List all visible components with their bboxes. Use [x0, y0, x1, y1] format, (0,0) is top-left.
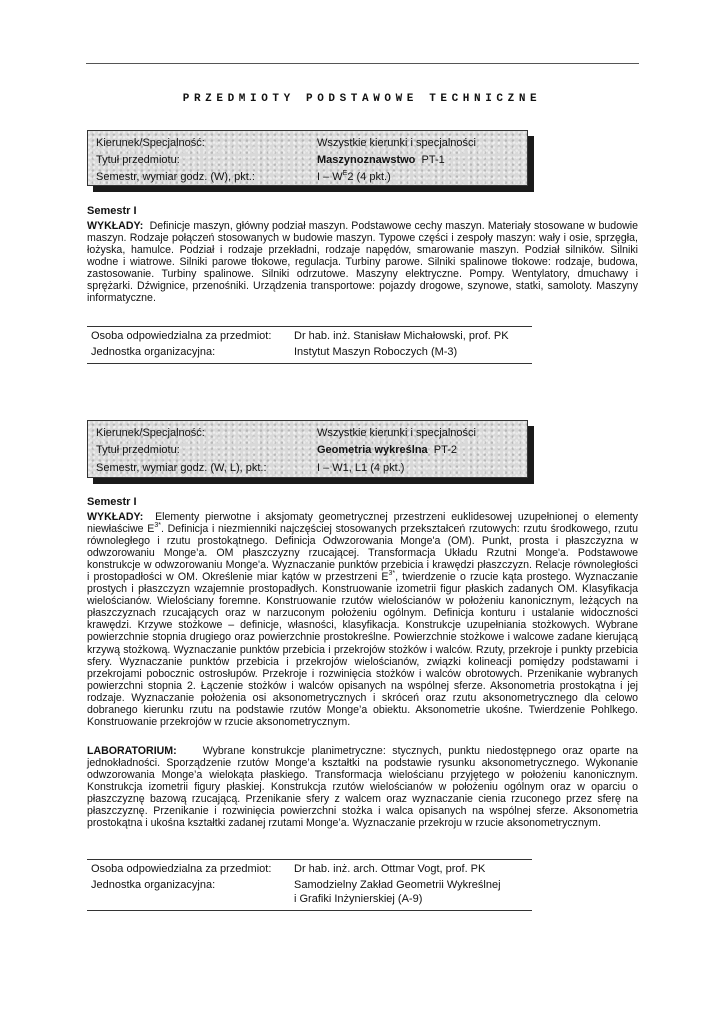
info-value-field: Wszystkie kierunki i specjalności [317, 137, 476, 149]
course-title: Maszynoznawstwo [317, 154, 416, 166]
semester-hours-pre: I – W [317, 171, 343, 183]
responsible-table-pt1 [87, 326, 532, 363]
superscript-3star: 3* [388, 570, 396, 578]
laboratory-paragraph-pt2 [87, 745, 638, 829]
org-unit-value: Instytut Maszyn Roboczych (M-3) [294, 346, 458, 358]
lectures-paragraph-pt2 [87, 511, 638, 728]
org-unit-value-line-1: Samodzielny Zakład Geometrii Wykreślnej [294, 879, 501, 891]
info-key-field: Kierunek/Specjalność: [96, 427, 205, 439]
lectures-paragraph-pt1 [87, 220, 638, 304]
info-value-semester [317, 170, 391, 185]
info-key-semester: Semestr, wymiar godz. (W, L), pkt.: [96, 462, 267, 474]
top-rule [86, 63, 639, 64]
semester-label-pt1: Semestr I [87, 205, 137, 217]
lectures-lead: WYKŁADY: [87, 511, 144, 523]
table-rule [87, 363, 532, 364]
responsible-person-key: Osoba odpowiedzialna za przedmiot: [91, 863, 272, 875]
laboratory-lead: LABORATORIUM: [87, 745, 177, 757]
table-rule [87, 326, 532, 327]
lectures-text-c: , twierdzenie o rzucie kąta prostego. Wyznaczanie prostych i płaszczyzn wzajemnie prostopadłych. Konstruowanie izometrii figur płaskich zadanych OM. Klasyfikacja wielościanów. Wielościany foremne. Konstruowanie rzutów wielościanów w położeniu kanonicznym, leżących na płaszczyznach rzucających oraz w narzuconym położeniu ogólnym. Definicja konturu i ustalanie widoczności krawędzi. Krzywe stożkowe – definicje, własności, klasyfikacja. Konstrukcje uzupełniania stożkowych. Wybrane powierzchnie stopnia drugiego oraz powierzchnie prostokreślne. Powierzchnie stożkowe i walcowe zadane kierującą krzywą stożkową. Wyznaczanie punktów przebicia i przekrojów stożków i walców. Rzuty, przekroje i punkty przebicia sfery. Wyznaczanie punktów przebicia i przekrojów wielościanów, związki kolineacji pomiędzy podstawami i przekrojami pobocznic ostrosłupów. Przekroje i rozwinięcia stożków i walców obrotowych. Przenikanie wybranych powierzchni stopnia 2. Łączenie stożków i walców opisanych na wspólnej sferze. Aksonometria prostokątna i jej rodzaje. Wyznaczanie położenia osi aksonometrycznych i skróceń oraz rzutu aksonometrycznego dla celowo dobranego kierunku rzutu na podstawie rzutów Monge’a obiektu. Aksonometrie ukośne. Twierdzenie Pohlkego. Konstruowanie przekrojów w rzucie aksonometrycznym. [87, 571, 639, 728]
course-info-box-pt2 [87, 420, 528, 478]
responsible-person-key: Osoba odpowiedzialna za przedmiot: [91, 330, 272, 342]
responsible-person-value: Dr hab. inż. Stanisław Michałowski, prof. PK [294, 330, 509, 342]
semester-label-pt2: Semestr I [87, 496, 137, 508]
info-row-title [96, 153, 519, 168]
org-unit-key: Jednostka organizacyjna: [91, 346, 216, 358]
info-row-semester [96, 461, 519, 476]
info-value-title [317, 153, 445, 168]
lectures-lead: WYKŁADY: [87, 220, 144, 232]
info-row-field [96, 136, 519, 151]
responsible-person-value: Dr hab. inż. arch. Ottmar Vogt, prof. PK [294, 863, 486, 875]
info-value-semester: I – W1, L1 (4 pkt.) [317, 462, 405, 474]
info-key-title: Tytuł przedmiotu: [96, 154, 180, 166]
info-row-title [96, 443, 519, 458]
page-heading: PRZEDMIOTY PODSTAWOWE TECHNICZNE [182, 93, 542, 105]
org-unit-key: Jednostka organizacyjna: [91, 879, 216, 891]
info-value-field: Wszystkie kierunki i specjalności [317, 427, 476, 439]
laboratory-text: Wybrane konstrukcje planimetryczne: stycznych, punktu niedostępnego oraz oparte na jednokładności. Sporządzenie rzutów Monge’a kształtki na podstawie rysunku aksonometrycznego. Wykonanie odwzorowania Monge’a wielokąta płaskiego. Transformacja wielościanu przyjętego w położeniu kanonicznym. Konstrukcja izometrii figury płaskiej. Konstrukcja rzutów wielościanów w położeniu ogólnym oraz w oparciu o płaszczyznę bazową rzucającą. Przenikanie sfery z walcem oraz wyznaczanie cienia rzuconego przez sferę na płaszczyznę. Przenikanie i rozwinięcia powierzchni stożka i walca opisanych na wspólnej sferze. Aksonometria prostokątna i ukośna kształtki zadanej rzutami Monge’a. Wyznaczanie przekroju w rzucie aksonometrycznym. [87, 745, 638, 830]
table-rule [87, 859, 532, 860]
info-key-field: Kierunek/Specjalność: [96, 137, 205, 149]
lectures-text: Definicje maszyn, główny podział maszyn. Podstawowe cechy maszyn. Materiały stosowane w budowie maszyn. Rodzaje połączeń stosowanych w budowie maszyn. Typowe części i zespoły maszyn: wały i osie, sprzęgła, łożyska, hamulce. Podział i rodzaje przekładni, rodzaje napędów, smarowanie maszyn. Podział silników. Silniki wodne i wiatrowe. Silniki parowe tłokowe, regulacja. Turbiny parowe. Silniki spalinowe tłokowe: rodzaje, budowa, zastosowanie. Turbiny spalinowe. Silniki odrzutowe. Maszyny elektryczne. Pompy. Wentylatory, dmuchawy i sprężarki. Dźwignice, przenośniki. Urządzenia transportowe: pojazdy drogowe, szynowe, statki, samoloty. Maszyny informatyczne. [87, 220, 638, 305]
info-key-title: Tytuł przedmiotu: [96, 444, 180, 456]
info-row-semester [96, 170, 519, 185]
info-value-title [317, 443, 457, 458]
lectures-text-b: . Definicja i niezmienniki najczęściej stosowanych przekształceń rzutowych: rzutu środkowego, rzutu równoległego i rzutu prostokątnego. Definicja Odwzorowania Monge'a (OM). Punkt, prosta i płaszczyzna w odwzorowaniu Monge’a. OM płaszczyzny rzucającej. Transformacja Układu Rzutni Monge'a. Podstawowe konstrukcje w odwzorowaniu Monge'a. Wyznaczanie punktów przebicia i krawędzi płaszczyzn. Relacje równoległości i prostopadłości w OM. Określenie miar kątów w przestrzeni E [87, 523, 638, 584]
org-unit-value-line-2: i Grafiki Inżynierskiej (A-9) [294, 893, 423, 905]
info-key-semester: Semestr, wymiar godz. (W), pkt.: [96, 171, 255, 183]
table-rule [87, 910, 532, 911]
lectures-text-a: Elementy pierwotne i aksjomaty geometrycznej przestrzeni euklidesowej uzupełnionej o elementy niewłaściwe E [87, 511, 638, 536]
course-code: PT-2 [433, 444, 458, 456]
course-code: PT-1 [421, 154, 445, 166]
semester-hours-sup: E [342, 170, 348, 177]
course-title: Geometria wykreślna [317, 444, 428, 456]
superscript-3star: 3* [154, 522, 161, 530]
info-row-field [96, 426, 519, 441]
responsible-table-pt2 [87, 859, 532, 910]
course-info-box-pt1 [87, 130, 528, 186]
semester-hours-post: 2 (4 pkt.) [347, 171, 391, 183]
